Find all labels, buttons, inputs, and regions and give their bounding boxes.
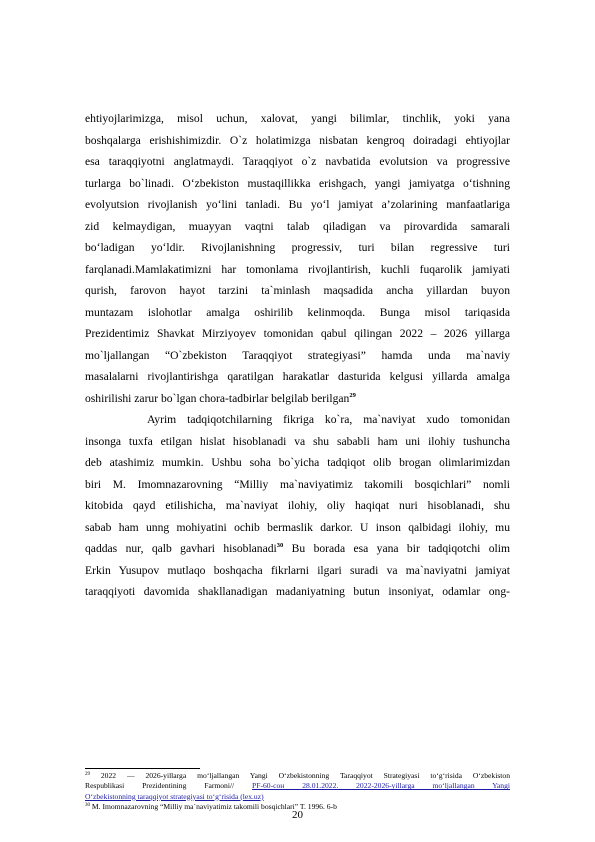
- footnote-29: [85, 771, 510, 781]
- footnote-text: 2022 — 2026-yillarga mo‘ljallangan Yangi O‘zbekistonning Taraqqiyot Strategiyasi to‘g‘risida O‘zbekiston: [90, 771, 510, 780]
- text-fragment: qaddas nur, qalb gavhari hisoblanadi: [85, 542, 277, 555]
- footnote-link[interactable]: PF-60-сон 28.01.2022. 2022-2026-yillarga mo‘ljallangan Yangi: [252, 781, 511, 791]
- text-line: Prezidentimiz Shavkat Mirziyoyev tomonidan qabul qilingan 2022 – 2026 yillarga: [85, 327, 510, 340]
- text-line: muntazam islohotlar amalga oshirilib kelinmoqda. Bunga misol tariqasida: [85, 305, 510, 319]
- text-line: mo`ljallangan “O`zbekiston Taraqqiyot strategiyasi” hamda unda ma`naviy: [85, 348, 510, 362]
- text-line: kitobida qayd etilishicha, ma`naviyat ilohiy, oliy haqiqat nuri hisoblanadi, shu: [85, 499, 510, 512]
- text-line: Ayrim tadqiqotchilarning fikriga ko`ra, ma`naviyat xudo tomonidan: [147, 413, 510, 426]
- text-line: taraqqiyoti davomida shakllanadigan madaniyatning butun insoniyat, odamlar ong-: [85, 585, 510, 598]
- text-line: masalalarni rivojlantirishga qaratilgan harakatlar dasturida kelgusi yillarda amalga: [85, 370, 510, 383]
- text-line: Erkin Yusupov mutlaqo boshqacha fikrlarni ilgari suradi va ma`naviyatni jamiyat: [85, 563, 510, 577]
- text-line: zid kelmaydigan, muayyan vaqtni talab qiladigan va pirovardida samarali: [85, 219, 510, 233]
- text-line: biri M. Imomnazarovning “Milliy ma`naviyatimiz takomili bosqichlari” nomli: [85, 477, 510, 491]
- footnote-text: M. Imomnazarovning “Milliy ma`naviyatimiz takomili bosqichlari” T. 1996. 6-b: [90, 801, 337, 811]
- body-text: [85, 108, 510, 603]
- text-line: qurish, farovon hayot tarzini ta`minlash maqsadida ancha yillardan buyon: [85, 284, 510, 297]
- text-line: esa taraqqiyotni anglatmaydi. Taraqqiyot o`z navbatida evolutsion va progressive: [85, 155, 510, 168]
- text-fragment: oshirilishi zarur bo`lgan chora-tadbirlar belgilab berilgan: [85, 391, 350, 405]
- text-line: ehtiyojlarimizga, misol uchun, xalovat, yangi bilimlar, tinchlik, yoki yana: [85, 112, 510, 125]
- footnote-ref[interactable]: 29: [349, 391, 356, 399]
- text-line: insonga tuxfa etilgan hislat hisoblanadi va shu sababli ham uni ilohiy tushuncha: [85, 434, 510, 448]
- text-fragment: Bu borada esa yana bir tadqiqotchi olim: [283, 542, 510, 555]
- footnote-link[interactable]: O‘zbekistonning taraqqiyot strategiyasi to‘g‘risida (lex.uz): [85, 791, 264, 801]
- text-line: [85, 538, 510, 560]
- footnote-29-line: [85, 792, 510, 802]
- text-line: boshqalarga erishishimizdir. O`z holatimizga nisbatan kengroq doiradagi ehtiyojlar: [85, 133, 510, 147]
- page-number: 20: [292, 809, 303, 821]
- text-line: bo‘ladigan yo‘ldir. Rivojlanishning progressiv, turi bilan regressive turi: [85, 241, 510, 254]
- text-line: turlarga bo`linadi. O‘zbekiston mustaqillikka erishgach, yangi jamiyatga o‘tishning: [85, 176, 510, 190]
- text-line: evolyutsion rivojlanish yo‘lini tanladi. Bu yo‘l jamiyat a’zolarining manfaatlariga: [85, 198, 510, 211]
- footnote-number: 30: [85, 802, 90, 808]
- footnotes: [85, 771, 510, 812]
- footnote-number: 29: [85, 772, 90, 777]
- footnote-29-line: [85, 781, 510, 791]
- text-line: farqlanadi.Mamlakatimizni har tomonlama rivojlantirish, kuchli fuqarolik jamiyati: [85, 262, 510, 276]
- text-line: deb atashimiz mumkin. Ushbu soha bo`yicha tadqiqot olib brogan olimlarimizdan: [85, 456, 510, 469]
- text-line: [85, 388, 510, 410]
- footnote-separator: [85, 768, 200, 769]
- footnote-ref[interactable]: 30: [276, 542, 284, 549]
- footnote-text: Respublikasi Prezidentining Farmoni//: [85, 781, 253, 791]
- text-line: sabab ham unng mohiyatini ochib bermaslik darkor. U inson qalbidagi ilohiy, mu: [85, 520, 510, 534]
